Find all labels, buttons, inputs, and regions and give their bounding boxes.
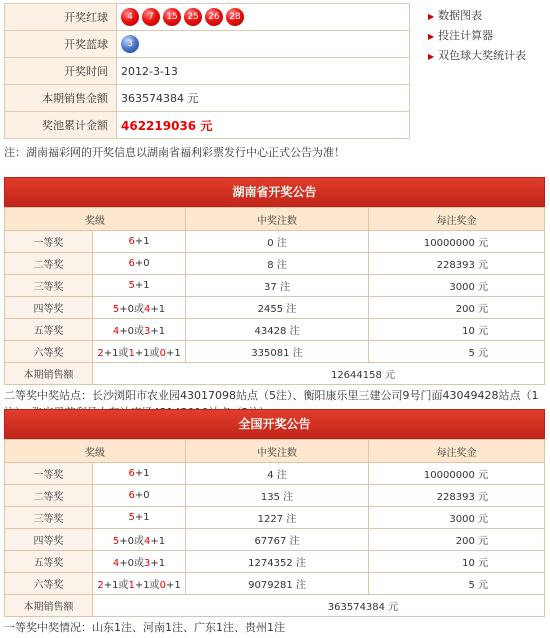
period-sales-value: 363574384 元 [93,595,545,617]
triangle-right-icon: ▶ [428,12,435,21]
blue-ball: 3 [121,35,139,53]
red-count: 3 [144,326,151,337]
winner-count: 1274352 注 [186,551,369,573]
blue-part: +0或 [119,558,144,569]
prize-amount: 200 元 [369,529,545,551]
red-count: 4 [144,304,151,315]
red-count: 5 [112,304,120,315]
winner-count: 1227 注 [186,507,369,529]
col-amount: 每注奖金 [369,440,545,463]
winner-count: 9079281 注 [186,573,369,595]
period-sales-label: 本期销售额 [5,595,93,617]
blue-part: +1 [150,558,166,569]
prize-amount: 10 元 [369,319,545,341]
prize-table [4,439,545,617]
col-level: 奖级 [5,440,186,463]
prize-level: 二等奖 [5,485,93,507]
blue-part: +1或 [134,348,160,359]
prize-level: 六等奖 [5,573,93,595]
blue-part: +1 [134,280,150,291]
prize-condition [93,529,186,551]
red-count: 1 [128,580,135,591]
prize-condition [93,507,186,529]
prize-row [5,507,545,529]
prize-row [5,573,545,595]
winner-count: 67767 注 [186,529,369,551]
blue-part: +1 [165,348,181,359]
blue-part: +1或 [103,580,129,591]
pool-value: 462219036 元 [121,118,213,133]
blue-part: +1或 [134,580,160,591]
red-count: 6 [128,258,135,269]
prize-condition [93,573,186,595]
red-count: 0 [159,580,166,591]
red-count: 5 [112,536,120,547]
draw-date: 2012-3-13 [117,58,410,85]
winner-count: 2455 注 [186,297,369,319]
blue-ball-label: 开奖蓝球 [5,31,117,58]
red-count: 6 [128,236,135,247]
period-sales-value: 12644158 元 [93,363,545,385]
blue-part: +1 [134,236,150,247]
red-ball: 4 [121,8,139,26]
prize-amount: 200 元 [369,297,545,319]
prize-row [5,341,545,363]
red-count: 6 [128,468,135,479]
side-links [428,6,526,66]
col-count: 中奖注数 [186,208,369,231]
prize-condition [93,231,186,253]
col-amount: 每注奖金 [369,208,545,231]
blue-part: +0或 [119,304,144,315]
red-ball: 25 [184,8,202,26]
prize-row [5,485,545,507]
prize-level: 三等奖 [5,507,93,529]
winning-stations: 二等奖中奖站点：长沙浏阳市农业园43017098站点（5注）、衡阳康乐里三建公司9号门面43049428站点（1 [4,389,539,402]
prize-row [5,275,545,297]
blue-part: +0 [134,490,150,501]
blue-part: +0或 [119,326,144,337]
prize-level: 一等奖 [5,231,93,253]
prize-level: 六等奖 [5,341,93,363]
prize-amount: 10000000 元 [369,231,545,253]
winner-count: 8 注 [186,253,369,275]
pool-label: 奖池累计金额 [5,112,117,139]
red-count: 1 [128,348,135,359]
col-level: 奖级 [5,208,186,231]
red-count: 5 [128,280,135,291]
winner-count: 37 注 [186,275,369,297]
blue-part: +1 [134,468,150,479]
prize-amount: 3000 元 [369,507,545,529]
red-count: 3 [144,558,151,569]
first-prize-winners: 一等奖中奖情况：山东1注、河南1注、广东1注、贵州1注 [4,621,285,634]
triangle-right-icon: ▶ [428,52,435,61]
prize-amount: 228393 元 [369,253,545,275]
winner-count: 4 注 [186,463,369,485]
blue-part: +0 [134,258,150,269]
prize-level: 四等奖 [5,297,93,319]
prize-amount: 5 元 [369,341,545,363]
prize-level: 五等奖 [5,319,93,341]
prize-amount: 10000000 元 [369,463,545,485]
prize-condition [93,319,186,341]
panel-title: 全国开奖公告 [4,409,545,439]
prize-condition [93,551,186,573]
winner-count: 335081 注 [186,341,369,363]
hunan-panel [4,177,545,423]
prize-condition [93,297,186,319]
prize-amount: 228393 元 [369,485,545,507]
draw-date-label: 开奖时间 [5,58,117,85]
link-bet-calculator[interactable]: ▶ 投注计算器 [428,29,494,42]
blue-part: +0或 [119,536,144,547]
red-count: 0 [159,348,166,359]
red-count: 4 [112,558,120,569]
triangle-right-icon: ▶ [428,32,435,41]
prize-row [5,529,545,551]
prize-row [5,297,545,319]
blue-part: +1或 [103,348,129,359]
blue-part: +1 [150,536,166,547]
prize-row [5,463,545,485]
prize-condition [93,275,186,297]
prize-amount: 3000 元 [369,275,545,297]
prize-level: 四等奖 [5,529,93,551]
red-count: 2 [97,348,104,359]
red-ball: 7 [142,8,160,26]
winner-count: 0 注 [186,231,369,253]
prize-amount: 10 元 [369,551,545,573]
prize-row [5,231,545,253]
red-balls [117,4,410,31]
sales-row [5,363,545,385]
blue-part: +1 [134,512,150,523]
national-panel [4,409,545,638]
prize-row [5,319,545,341]
red-ball-label: 开奖红球 [5,4,117,31]
prize-row [5,253,545,275]
prize-table [4,207,545,385]
red-count: 4 [112,326,120,337]
disclaimer-note: 注：湖南福彩网的开奖信息以湖南省福利彩票发行中心正式公告为准！ [4,146,345,159]
prize-amount: 5 元 [369,573,545,595]
draw-info-table [4,3,410,139]
period-sales-label: 本期销售额 [5,363,93,385]
red-count: 2 [97,580,104,591]
prize-condition [93,341,186,363]
red-ball: 26 [205,8,223,26]
red-count: 6 [128,490,135,501]
sales-row [5,595,545,617]
link-jackpot-stats[interactable]: ▶ 双色球大奖统计表 [428,49,527,62]
sales-value: 363574384 元 [117,85,410,112]
sales-label: 本期销售金额 [5,85,117,112]
red-ball: 15 [163,8,181,26]
blue-part: +1 [150,304,166,315]
winner-count: 43428 注 [186,319,369,341]
prize-level: 三等奖 [5,275,93,297]
link-data-charts[interactable]: ▶ 数据图表 [428,9,483,22]
col-count: 中奖注数 [186,440,369,463]
prize-level: 二等奖 [5,253,93,275]
prize-level: 一等奖 [5,463,93,485]
red-ball: 28 [226,8,244,26]
prize-level: 五等奖 [5,551,93,573]
blue-part: +1 [150,326,166,337]
prize-condition [93,253,186,275]
blue-part: +1 [165,580,181,591]
panel-title: 湖南省开奖公告 [4,177,545,207]
prize-condition [93,463,186,485]
winner-count: 135 注 [186,485,369,507]
red-count: 4 [144,536,151,547]
red-count: 5 [128,512,135,523]
prize-row [5,551,545,573]
prize-condition [93,485,186,507]
